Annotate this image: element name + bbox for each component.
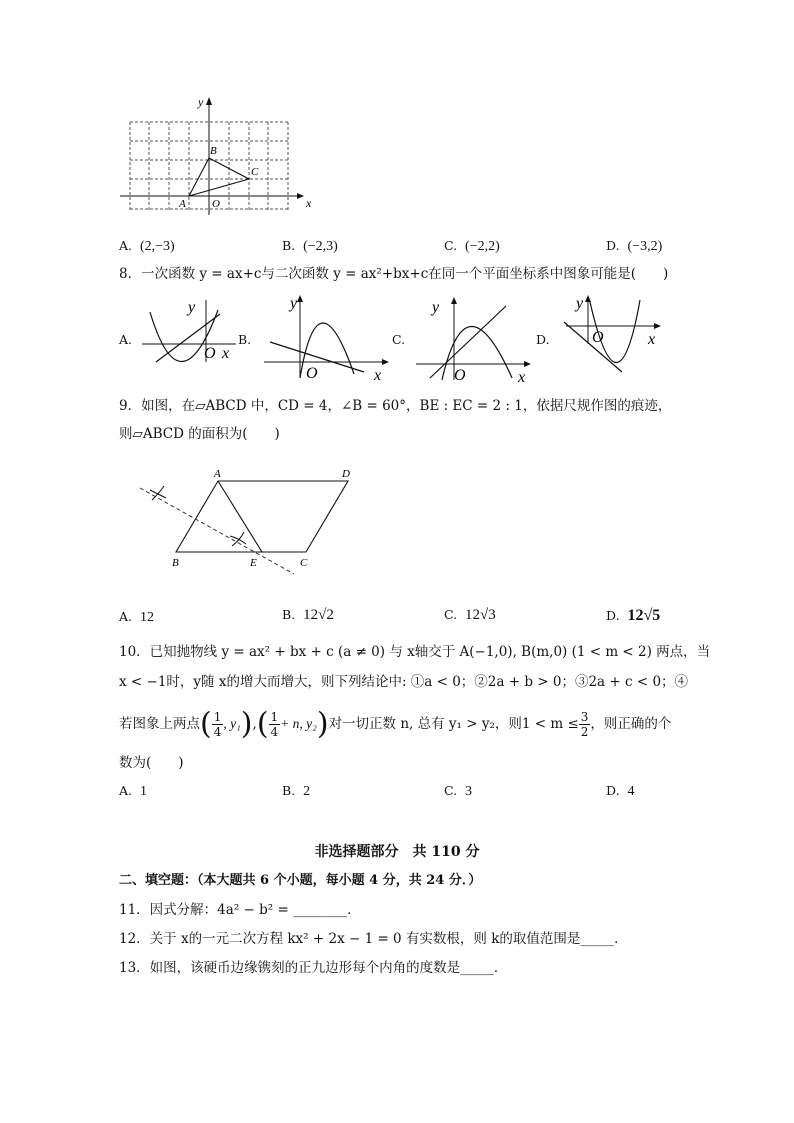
q8d-y-label: y bbox=[576, 295, 584, 312]
q7-option-d[interactable]: D. (−3,2) bbox=[606, 238, 663, 254]
q8b-y-label: y bbox=[290, 295, 298, 312]
q7-option-a[interactable]: A. (2,−3) bbox=[119, 238, 175, 254]
q7-option-b[interactable]: B. (−2,3) bbox=[282, 238, 338, 254]
q9-vertex-c: C bbox=[300, 557, 308, 569]
q9-stem-line2: 则▱ABCD 的面积为( ) bbox=[119, 426, 280, 442]
q9-stem-line1: 9．如图，在▱ABCD 中，CD = 4，∠B = 60°，BE : EC = 2 : 1，依据尺规作图的痕迹， bbox=[119, 398, 672, 414]
section-title: 非选择题部分 共 110 分 bbox=[314, 844, 480, 860]
q13-stem: 13．如图，该硬币边缘镌刻的正九边形每个内角的度数是_____． bbox=[119, 960, 508, 976]
q9-vertex-d: D bbox=[342, 468, 350, 480]
q8-option-d[interactable]: D. bbox=[536, 332, 550, 347]
q8c-origin: O bbox=[454, 367, 466, 384]
q9-vertex-a: A bbox=[214, 468, 221, 480]
q10-stem-line1: 10．已知抛物线 y = ax² + bx + c (a ≠ 0) 与 x轴交于 A(−1,0), B(m,0) (1 < m < 2) 两点，当 bbox=[119, 644, 711, 660]
q9-parallelogram-figure bbox=[134, 466, 364, 576]
q7-point-a: A bbox=[179, 198, 186, 210]
q7-x-label: x bbox=[306, 196, 312, 210]
q7-point-c: C bbox=[251, 166, 259, 178]
q8-graph-a bbox=[138, 292, 238, 364]
q8-graph-c bbox=[414, 294, 532, 384]
q7-point-b: B bbox=[210, 145, 217, 157]
q8a-origin: O bbox=[204, 345, 216, 362]
q9-option-d[interactable]: D. 12√5 bbox=[606, 607, 661, 624]
q9-vertex-b: B bbox=[172, 557, 179, 569]
q10-option-d[interactable]: D. 4 bbox=[606, 783, 635, 799]
q8c-x-label: x bbox=[518, 369, 526, 384]
q8-option-a[interactable]: A. bbox=[119, 332, 133, 347]
q8a-x-label: x bbox=[222, 345, 230, 362]
q7-coordinate-grid-figure bbox=[118, 94, 318, 216]
q9-option-a[interactable]: A. 12 bbox=[119, 609, 154, 625]
q8-graph-b bbox=[262, 292, 390, 382]
q8-option-b[interactable]: B. bbox=[238, 332, 252, 347]
q8d-x-label: x bbox=[648, 331, 656, 348]
q9-option-b[interactable]: B. 12√2 bbox=[282, 607, 334, 623]
q8-graph-d bbox=[560, 292, 664, 382]
section-part2-heading: 二、填空题：（本大题共 6 个小题，每小题 4 分，共 24 分．） bbox=[119, 873, 482, 888]
q10-option-a[interactable]: A. 1 bbox=[119, 783, 147, 799]
q8-option-c[interactable]: C. bbox=[392, 332, 406, 347]
q8a-y-label: y bbox=[188, 299, 196, 316]
q8b-x-label: x bbox=[374, 367, 382, 382]
q12-stem: 12．关于 x的一元二次方程 kx² + 2x − 1 = 0 有实数根，则 k的取值范围是_____． bbox=[119, 931, 628, 947]
q9-option-c[interactable]: C. 12√3 bbox=[444, 607, 496, 623]
q8b-origin: O bbox=[306, 365, 318, 382]
q10-option-c[interactable]: C. 3 bbox=[444, 783, 473, 799]
q11-stem: 11．因式分解：4a² − b² = ________． bbox=[119, 902, 361, 918]
q7-option-c[interactable]: C. (−2,2) bbox=[444, 238, 500, 254]
q7-origin: O bbox=[212, 198, 220, 210]
q8d-origin: O bbox=[592, 329, 604, 346]
q8-stem: 8．一次函数 y = ax+c与二次函数 y = ax²+bx+c在同一个平面坐标系中图象可能是( ) bbox=[119, 266, 669, 282]
q10-stem-line2: x < −1时，y随 x的增大而增大，则下列结论中: ①a < 0；②2a + b > 0；③2a + c < 0；④ bbox=[119, 674, 689, 690]
q7-y-label: y bbox=[198, 95, 204, 109]
q10-stem-line3: 若图象上两点( $\frac{1}{4}$ , y₁),( $\frac{1}{4}$ + n, y₂)对一切正数 n, 总有 y₁ > y₂，则1 < m ≤ $\frac{3}{2}$ ，则正确的个 bbox=[119, 706, 672, 742]
q10-option-b[interactable]: B. 2 bbox=[282, 783, 311, 799]
q10-stem-line4: 数为( ) bbox=[119, 755, 184, 771]
q8c-y-label: y bbox=[432, 299, 440, 316]
q9-point-e: E bbox=[250, 557, 257, 569]
